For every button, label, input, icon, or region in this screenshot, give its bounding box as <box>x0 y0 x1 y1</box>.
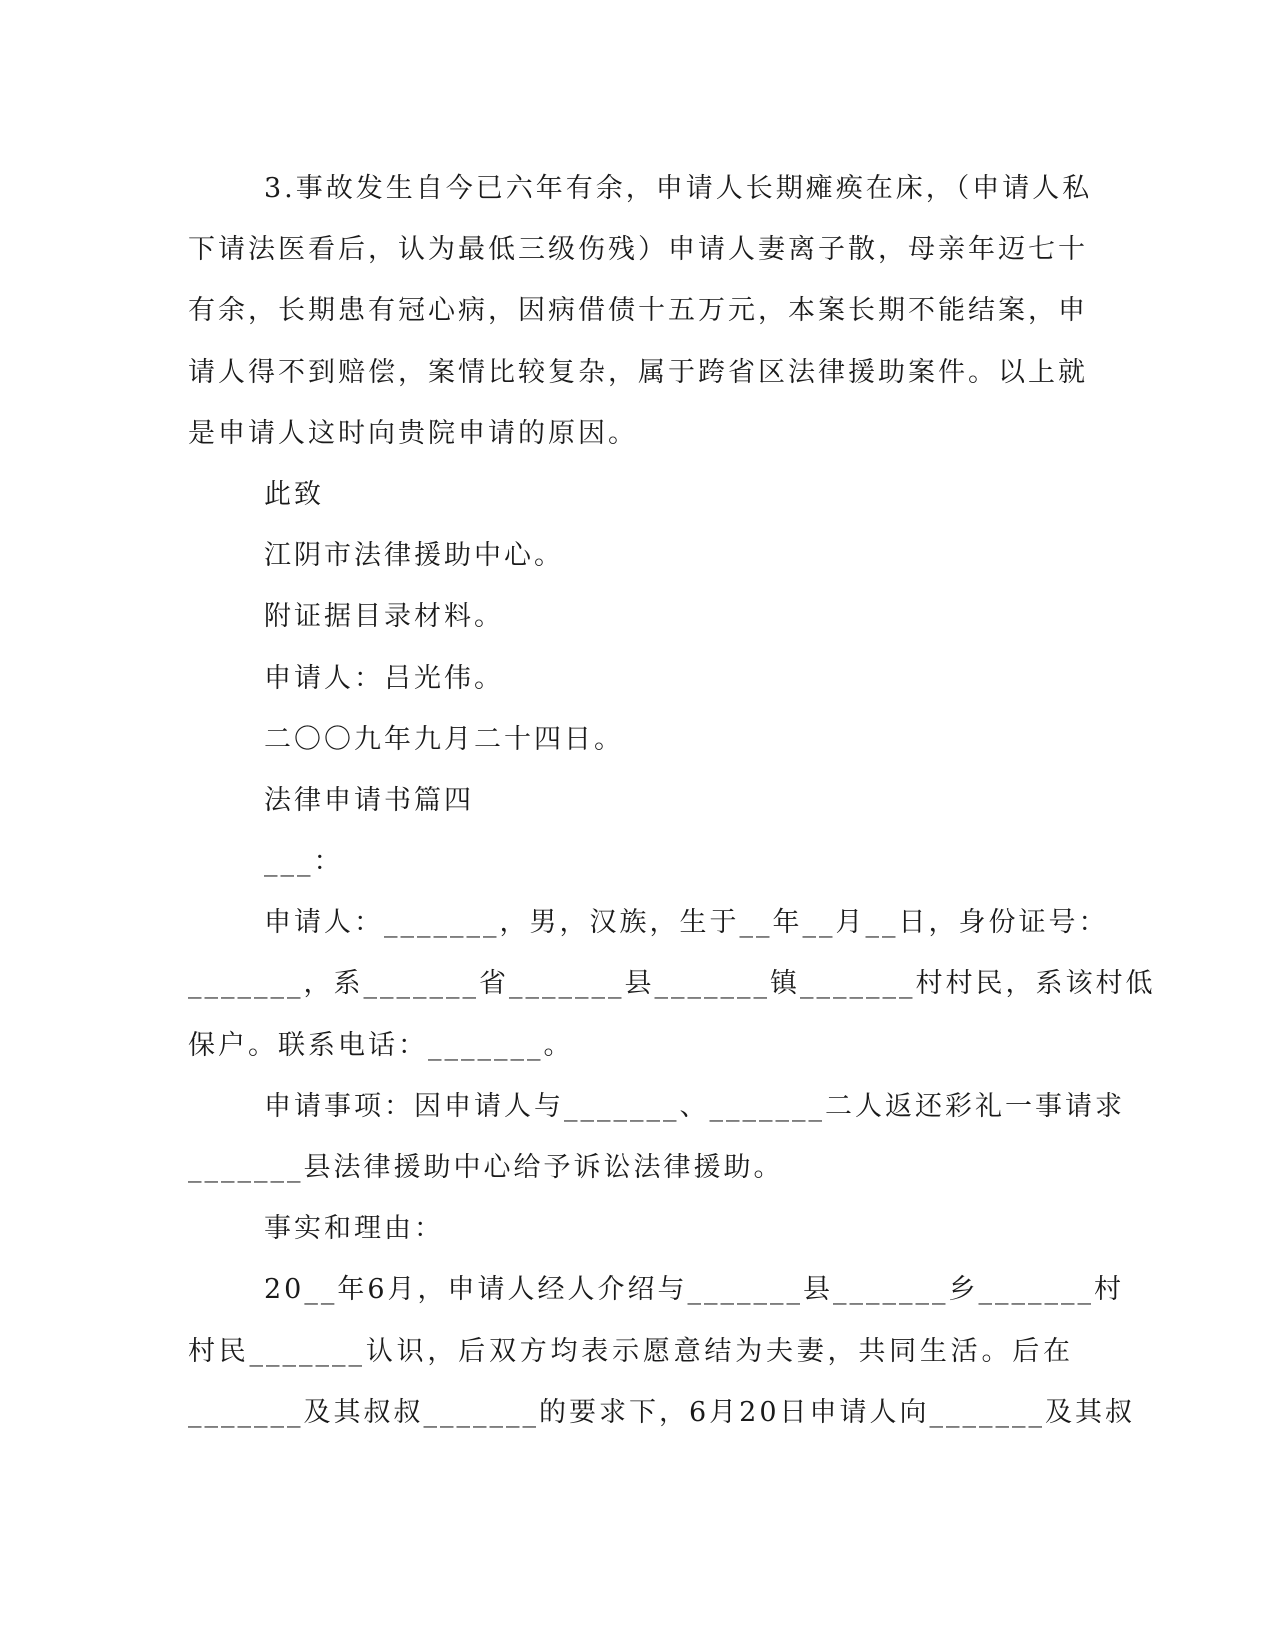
section-heading: 事实和理由： <box>264 1213 444 1245</box>
attachment-line: 附证据目录材料。 <box>264 601 504 633</box>
addressee-line: ___： <box>264 846 344 878</box>
paragraph-line: 请人得不到赔偿，案情比较复杂，属于跨省区法律援助案件。以上就 <box>188 356 1088 388</box>
recipient-line: 江阴市法律援助中心。 <box>264 540 564 572</box>
paragraph-line: _______及其叔叔_______的要求下，6月20日申请人向_______及其叔 <box>188 1396 1136 1428</box>
applicant-signature: 申请人：吕光伟。 <box>264 662 504 694</box>
paragraph-line: 3.事故发生自今已六年有余，申请人长期瘫痪在床，（申请人私 <box>264 173 1093 204</box>
paragraph-line: 下请法医看后，认为最低三级伤残）申请人妻离子散，母亲年迈七十 <box>188 234 1088 266</box>
closing-salutation: 此致 <box>264 478 324 510</box>
paragraph-line: _______，系_______省_______县_______镇_______村村民，系该村低 <box>188 968 1156 1000</box>
paragraph-line: 保户。联系电话：_______。 <box>188 1029 574 1061</box>
paragraph-line: 申请人：_______，男，汉族，生于__年__月__日，身份证号： <box>264 907 1109 939</box>
date-line: 二〇〇九年九月二十四日。 <box>264 723 624 755</box>
section-title: 法律申请书篇四 <box>264 784 474 816</box>
document-body <box>188 158 1156 1443</box>
paragraph-line: 有余，长期患有冠心病，因病借债十五万元，本案长期不能结案，申 <box>188 295 1088 327</box>
paragraph-line: 申请事项：因申请人与_______、_______二人返还彩礼一事请求 <box>264 1090 1125 1122</box>
paragraph-line: _______县法律援助中心给予诉讼法律援助。 <box>188 1152 784 1183</box>
paragraph-line: 20__年6月，申请人经人介绍与_______县_______乡_______村 <box>264 1274 1125 1306</box>
paragraph-line: 村民_______认识，后双方均表示愿意结为夫妻，共同生活。后在 <box>188 1335 1073 1367</box>
paragraph-line: 是申请人这时向贵院申请的原因。 <box>188 417 638 449</box>
